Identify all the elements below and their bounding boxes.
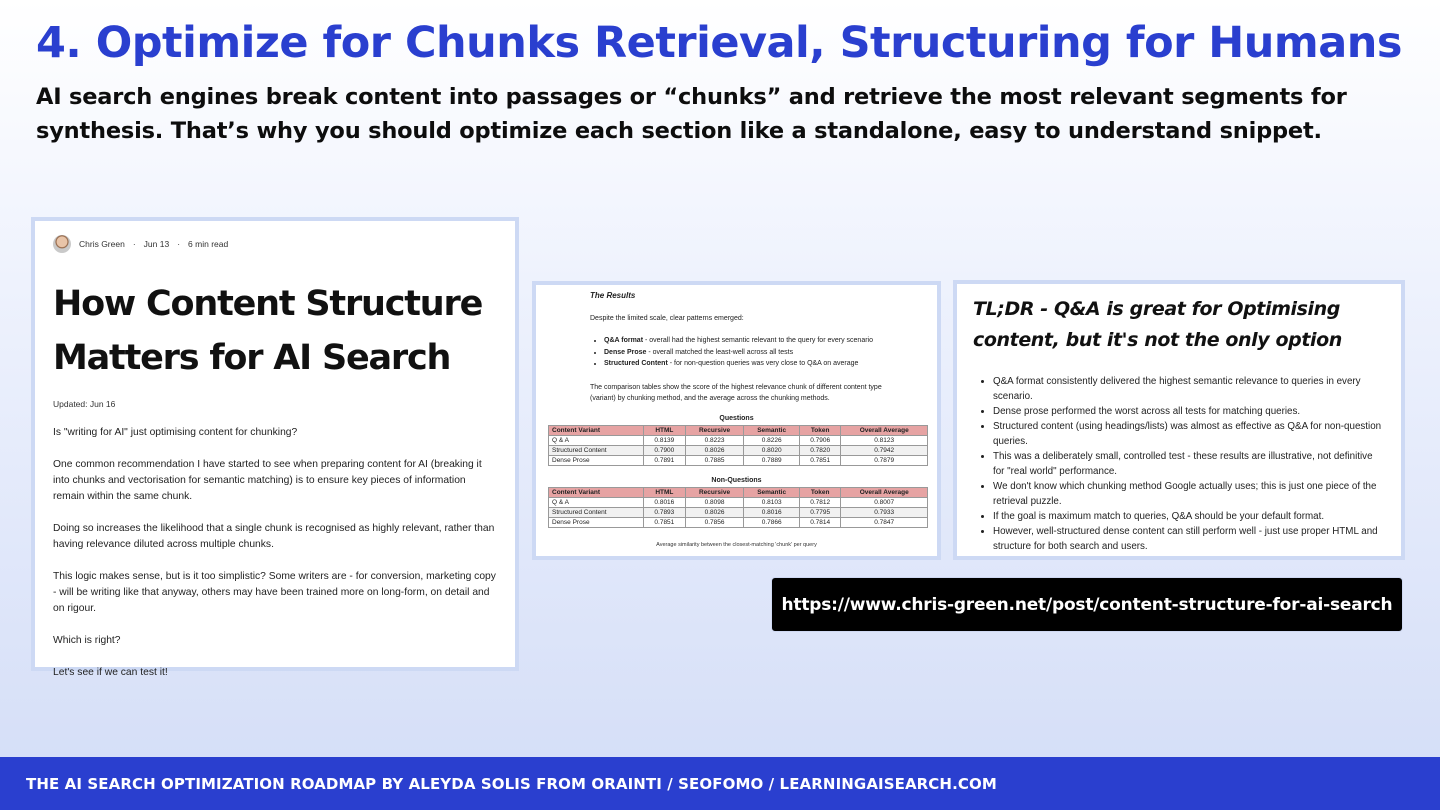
list-item: • Q&A format consistently delivered the highest semantic relevance to queries in every scenario. (993, 374, 1385, 404)
read-time: 6 min read (188, 239, 229, 249)
article-body (53, 425, 497, 681)
separator-dot: · (132, 239, 136, 249)
list-item: • Structured content (using headings/lists) was almost as effective as Q&A for non-question queries. (993, 419, 1385, 449)
column-header: Token (799, 425, 841, 435)
table-cell: 0.8016 (644, 497, 686, 507)
table-cell: 0.7812 (799, 497, 841, 507)
results-intro: Despite the limited scale, clear patterns emerged: (590, 315, 744, 322)
bullet-key: Structured Content (604, 360, 668, 367)
table-cell: 0.7795 (799, 507, 841, 517)
table-cell: Dense Prose (549, 517, 644, 527)
table-cell: 0.7933 (841, 507, 928, 517)
column-header: Token (799, 487, 841, 497)
list-item: • If the goal is maximum match to queries, Q&A should be your default format. (993, 509, 1385, 524)
table-cell: 0.7856 (685, 517, 744, 527)
list-item (604, 347, 925, 359)
column-header: Recursive (685, 487, 744, 497)
table-cell: 0.8020 (744, 445, 799, 455)
table-row (549, 455, 928, 465)
table-row (549, 517, 928, 527)
column-header: Content Variant (549, 487, 644, 497)
author-row (53, 231, 497, 257)
table-cell: 0.7851 (799, 455, 841, 465)
updated-date: Updated: Jun 16 (53, 399, 116, 409)
tldr-screenshot (953, 280, 1405, 560)
bullet-key: Q&A format (604, 337, 644, 344)
table-cell: 0.7891 (644, 455, 686, 465)
bullet-key: Dense Prose (604, 348, 647, 356)
separator-dot: · (177, 239, 181, 249)
table-cell: 0.8223 (685, 435, 744, 445)
table-cell: 0.7889 (744, 455, 799, 465)
avatar (53, 235, 71, 253)
column-header: Semantic (744, 425, 799, 435)
list-item (604, 358, 925, 370)
table-cell: Q & A (549, 435, 644, 445)
table-cell: 0.7900 (644, 445, 686, 455)
publish-date: Jun 13 (143, 239, 170, 249)
table-cell: 0.7847 (841, 517, 928, 527)
table-cell: 0.7893 (644, 507, 686, 517)
column-header: Semantic (744, 487, 799, 497)
footer-banner: THE AI SEARCH OPTIMIZATION ROADMAP BY ALEYDA SOLIS FROM ORAINTI / SEOFOMO / LEARNINGAISEARCH.COM (0, 757, 1440, 810)
table-cell: 0.7906 (799, 435, 841, 445)
results-tables (548, 415, 925, 528)
table-row (549, 445, 928, 455)
list-item: • We don't know which chunking method Google actually uses; this is just one piece of the retrieval puzzle. (993, 479, 1385, 509)
column-header: Content Variant (549, 425, 644, 435)
table-cell: Q & A (549, 497, 644, 507)
slide-title: 4. Optimize for Chunks Retrieval, Structuring for Humans (36, 18, 1402, 68)
author-name: Chris Green (79, 239, 125, 249)
table-cell: 0.8026 (685, 507, 744, 517)
article-paragraph: Doing so increases the likelihood that a single chunk is recognised as highly relevant, rather than having relevance diluted across multiple chunks. (53, 523, 495, 550)
slide-subtitle: AI search engines break content into passages or “chunks” and retrieve the most relevant segments for synthesis. That’s why you should optimize each section like a standalone, easy to understand snippet. (36, 84, 1347, 144)
list-item: • This was a deliberately small, controlled test - these results are illustrative, not definitive for "real world" performance. (993, 449, 1385, 479)
table-cell: 0.8016 (744, 507, 799, 517)
table-caption: Questions (719, 414, 754, 422)
article-paragraph: Let's see if we can test it! (53, 667, 168, 678)
results-heading: The Results (590, 291, 636, 300)
results-comparison-note: The comparison tables show the score of the highest relevance chunk of different content type (variant) by chunking method, and the average across the chunking methods. (590, 383, 882, 402)
article-paragraph: This logic makes sense, but is it too simplistic? Some writers are - for conversion, marketing copy - will be writing like that anyway, others may have been trained more on long-form, on detail and on rigour. (53, 571, 496, 614)
table-cell: 0.8139 (644, 435, 686, 445)
results-footnote: Average similarity between the closest-matching 'chunk' per query (656, 541, 817, 548)
table-cell: 0.7942 (841, 445, 928, 455)
table-cell: 0.7879 (841, 455, 928, 465)
column-header: HTML (644, 425, 686, 435)
table-cell: 0.8226 (744, 435, 799, 445)
table-cell: 0.8007 (841, 497, 928, 507)
bullet-text: - overall had the highest semantic relevant to the query for every scenario (643, 337, 873, 344)
table-cell: 0.7820 (799, 445, 841, 455)
list-item (604, 335, 925, 347)
results-list (604, 335, 925, 370)
article-screenshot (31, 217, 519, 678)
table-row (549, 507, 928, 517)
results-table (548, 487, 928, 528)
table-row (549, 497, 928, 507)
table-row (549, 435, 928, 445)
table-cell: 0.8026 (685, 445, 744, 455)
article-paragraph: Is "writing for AI" just optimising content for chunking? (53, 427, 298, 438)
results-table (548, 425, 928, 466)
column-header: HTML (644, 487, 686, 497)
column-header: Overall Average (841, 487, 928, 497)
article-paragraph: Which is right? (53, 635, 121, 646)
table-cell: 0.7814 (799, 517, 841, 527)
column-header: Overall Average (841, 425, 928, 435)
source-url-link[interactable]: https://www.chris-green.net/post/content-structure-for-ai-search (771, 577, 1403, 632)
table-cell: Structured Content (549, 445, 644, 455)
table-cell: 0.8098 (685, 497, 744, 507)
tldr-list (993, 374, 1385, 554)
table-cell: Structured Content (549, 507, 644, 517)
bullet-text: - for non-question queries was very close to Q&A on average (667, 360, 859, 367)
list-item: • However, well-structured dense content can still perform well - just use proper HTML and structure for both search and users. (993, 524, 1385, 554)
column-header: Recursive (685, 425, 744, 435)
table-cell: 0.8103 (744, 497, 799, 507)
table-cell: 0.7885 (685, 455, 744, 465)
table-cell: 0.7851 (644, 517, 686, 527)
results-screenshot (532, 281, 941, 560)
table-cell: 0.7866 (744, 517, 799, 527)
bullet-text: - overall matched the least-well across all tests (646, 348, 794, 356)
table-caption: Non-Questions (711, 476, 762, 484)
article-paragraph: One common recommendation I have started to see when preparing content for AI (breaking it into chunks and vectorisation for semantic matching) is to ensure key pieces of information remain within the same chunk. (53, 459, 482, 502)
list-item: • Dense prose performed the worst across all tests for matching queries. (993, 404, 1385, 419)
table-cell: 0.8123 (841, 435, 928, 445)
tldr-title: TL;DR - Q&A is great for Optimising content, but it's not the only option (973, 298, 1342, 351)
article-title: How Content Structure Matters for AI Search (53, 284, 483, 378)
table-cell: Dense Prose (549, 455, 644, 465)
